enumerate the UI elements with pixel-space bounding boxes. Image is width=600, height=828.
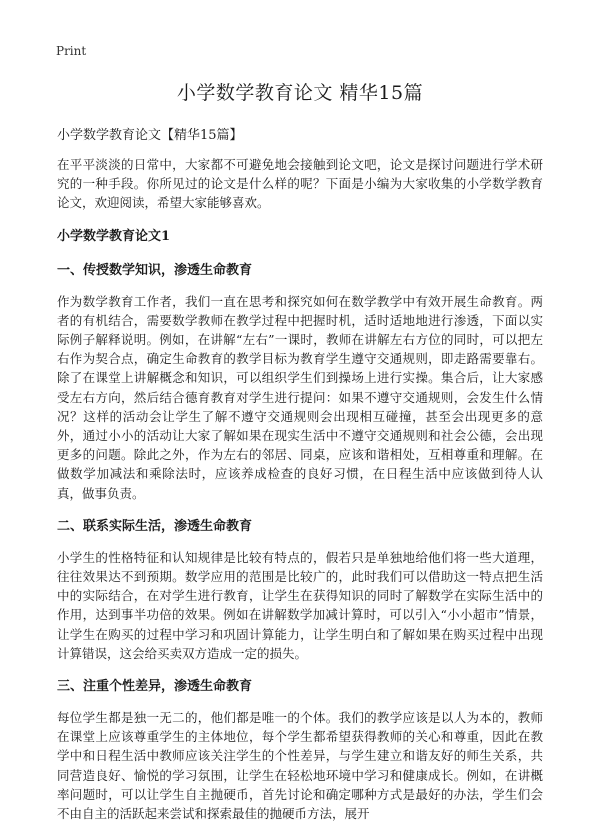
print-link[interactable]: Print bbox=[56, 44, 87, 58]
page-title: 小学数学教育论文 精华15篇 bbox=[176, 82, 424, 104]
section-paragraph-2: 小学生的性格特征和认知规律是比较有特点的，假若只是单独地给他们将一些大道理，往往效果达不到预期。数学应用的范围是比较广的，此时我们可以借助这一特点把生活中的实际结合，在对学生进行教育，让学生在获得知识的同时了解数学在实际生活中的作用，达到事半功倍的效果。例如在讲解数学加减计算时，可以引入“小小超市”情景，让学生在购买的过程中学习和巩固计算能力，让学生明白和了解如果在购买过程中出现计算错误，这会给买卖双方造成一定的损失。 bbox=[57, 549, 543, 661]
section-heading-3: 三、注重个性差异，渗透生命教育 bbox=[57, 679, 253, 695]
section-paragraph-1: 作为数学教育工作者，我们一直在思考和探究如何在数学教学中有效开展生命教育。两者的有机结合，需要数学教师在教学过程中把握时机，适时适地地进行渗透，下面以实际例子解释说明。例如，在讲解“左右”一课时，教师在讲解左右方位的同时，可以把左右作为契合点，确定生命教育的教学目标为教育学生遵守交通规则，即走路需要靠右。除了在课堂上讲解概念和知识，可以组织学生们到操场上进行实操。集合后，让大家感受左右方向，然后结合德育教育对学生进行提问：如果不遵守交通规则，会发生什么情况？这样的活动会让学生了解不遵守交通规则会出现相互碰撞，甚至会出现更多的意外，通过小小的活动让大家了解如果在现实生活中不遵守交通规则和社会公德，会出现更多的问题。除此之外，作为左右的邻居、同桌，应该和谐相处，互相尊重和理解。在做数学加减法和乘除法时，应该养成检查的良好习惯，在日程生活中应该做到待人认真，做事负责。 bbox=[57, 293, 543, 501]
section-title: 小学数学教育论文1 bbox=[57, 228, 171, 244]
section-heading-1: 一、传授数学知识，渗透生命教育 bbox=[57, 262, 253, 278]
section-paragraph-3: 每位学生都是独一无二的，他们都是唯一的个体。我们的教学应该是以人为本的，教师在课堂上应该尊重学生的主体地位，每个学生都希望获得教师的关心和尊重，因此在教学中和日程生活中教师应该关注学生的个性差异，与学生建立和谐友好的师生关系，共同营造良好、愉悦的学习氛围，让学生在轻松地环境中学习和健康成长。例如，在讲概率问题时，可以让学生自主抛硬币，首先讨论和确定哪种方式是最好的办法，学生们会不由自主的活跃起来尝试和探索最佳的抛硬币方法，展开 bbox=[57, 710, 543, 822]
section-heading-2: 二、联系实际生活，渗透生命教育 bbox=[57, 518, 253, 534]
document-subtitle: 小学数学教育论文【精华15篇】 bbox=[57, 128, 243, 143]
intro-paragraph: 在平平淡淡的日常中，大家都不可避免地会接触到论文吧，论文是探讨问题进行学术研究的一种手段。你所见过的论文是什么样的呢？下面是小编为大家收集的小学数学教育论文，欢迎阅读，希望大家能够喜欢。 bbox=[57, 157, 543, 211]
document-body bbox=[57, 78, 543, 828]
